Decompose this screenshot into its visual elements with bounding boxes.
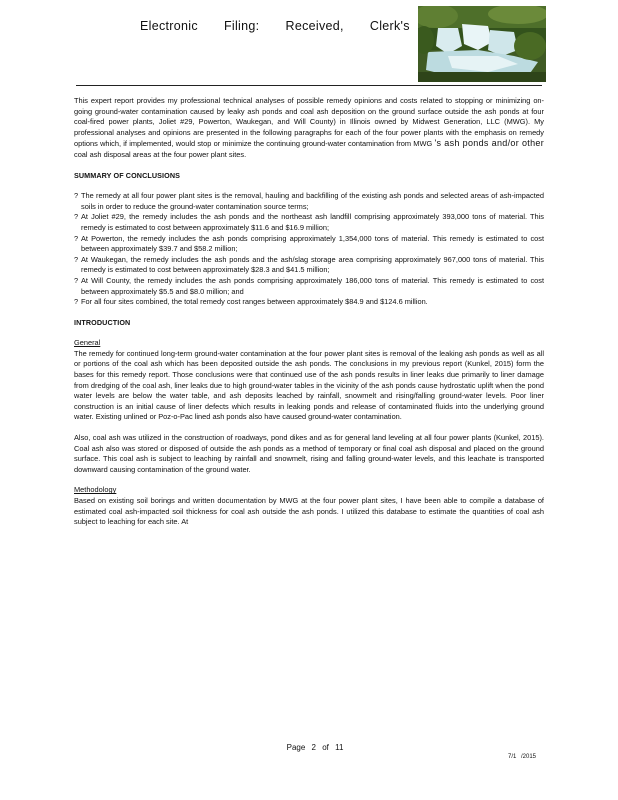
intro-tail-end: coal ash disposal areas at the four power plant sites. xyxy=(74,149,247,159)
summary-bullet xyxy=(74,276,544,297)
bullet-marker: ? xyxy=(74,297,79,307)
header-word: Electronic xyxy=(140,19,198,33)
waterfall-image xyxy=(418,6,546,82)
summary-bullet xyxy=(74,212,544,233)
report-body xyxy=(74,96,544,528)
page-number: Page 2 of 11 xyxy=(286,743,344,752)
bullet-text: At Will County, the remedy includes the ash ponds comprising approximately 186,000 tons of material. This remedy is estimated to cost between approximately $5.5 and $8.0 million; and xyxy=(81,275,544,296)
general-subheading: General xyxy=(74,338,101,348)
bullet-text: At Waukegan, the remedy includes the ash ponds and the ash/slag storage area comprising approximately 967,000 tons of material. This remedy is estimated to cost between approximately $28.3 and $41.5 million; xyxy=(81,254,544,275)
general-paragraph: Also, coal ash was utilized in the construction of roadways, pond dikes and as for general land leveling at all four power plants (Kunkel, 2015). Coal ash also was stored or disposed of outside the ash ponds as a method of temporary or final coal ash disposal and placed on the ground surface. This coal ash is subject to leaching by rainfall and snowmelt, rising and falling ground-water levels, and this leachate is transported downward causing contamination of the ground water. xyxy=(74,433,544,474)
bullet-marker: ? xyxy=(74,191,79,201)
methodology-subheading: Methodology xyxy=(74,485,117,495)
bullet-marker: ? xyxy=(74,233,79,243)
header-word: Clerk's xyxy=(369,19,410,33)
intro-tail-large: 's ash ponds and/or other xyxy=(434,138,544,149)
intro-paragraph xyxy=(74,96,544,161)
introduction-heading: INTRODUCTION xyxy=(74,317,131,327)
bullet-marker: ? xyxy=(74,275,79,285)
bullet-text: The remedy at all four power plant sites is the removal, hauling and backfilling of the existing ash ponds and selected areas of ash-impacted soils in order to reduce the ground-water contamination source terms; xyxy=(81,191,544,211)
bullet-text: For all four sites combined, the total remedy cost ranges between approximately $84.9 and $124.6 million. xyxy=(81,297,428,307)
general-paragraph: The remedy for continued long-term ground-water contamination at the four power plant sites is removal of the leaking ash ponds as well as all or portions of the coal ash which has been deposited outside the ash ponds. The conclusions in my previous report (Kunkel, 2015) form the bases for this remedy report. Those conclusions were that continued use of the ash ponds results in liner leaks due primarily to liner damage from dredging of the coal ash, liner leaks due to high ground-water tables in the vicinity of the ash ponds cause hydrostatic uplift when the pond water levels are below the water table, and ash deposits leached by rainfall, snowmelt and rising/falling ground-water levels. Poor liner construction is an initial cause of liner defects which results in leaking ponds and release of contaminated fluids into the underlying ground water. Existing unlined or Poz-o-Pac lined ash ponds also have caused ground-water contamination. xyxy=(74,348,544,422)
summary-bullet xyxy=(74,255,544,276)
bullet-marker: ? xyxy=(74,254,79,264)
bullet-text: At Joliet #29, the remedy includes the ash ponds and the northeast ash landfill comprising approximately 393,000 tons of material. This remedy is estimated to cost between approximately $11.6 and $16.9 million; xyxy=(81,212,544,232)
header-word: Filing: xyxy=(223,19,260,33)
footer-date: 7/1 /2015 xyxy=(508,754,537,760)
header-word: Received, xyxy=(285,19,344,33)
intro-text: This expert report provides my professional technical analyses of possible remedy opinions and costs related to stopping or minimizing on-going ground-water contamination caused by leaky ash ponds and coal ash deposition on the ground surface outside the ash ponds at four coal-fired power plants, Joliet #29, Powerton, Waukegan, and Will County) in Illinois owned by Midwest Generation, LLC (MWG). My professional analyses and opinions are presented in the following paragraphs for each of the four power plants with the emphasis on remedy options which, if implemented, would stop or minimize the continuing ground-water contamination from MWG xyxy=(74,96,544,149)
summary-bullet xyxy=(74,297,544,308)
header-rule xyxy=(76,85,542,86)
summary-heading: SUMMARY OF CONCLUSIONS xyxy=(74,170,181,180)
bullet-marker: ? xyxy=(74,212,79,222)
bullet-text: At Powerton, the remedy includes the ash ponds comprising approximately 1,354,000 tons of material. This remedy is estimated to cost between approximately $39.7 and $58.2 million; xyxy=(81,233,544,254)
summary-bullet xyxy=(74,191,544,212)
summary-bullet xyxy=(74,234,544,255)
methodology-paragraph: Based on existing soil borings and written documentation by MWG at the four power plant sites, I have been able to compile a database of estimated coal ash-impacted soil thickness for coal ash outside the ash ponds. I utilized this database to estimate the quantities of coal ash subject to leaching for each site. At xyxy=(74,496,544,527)
